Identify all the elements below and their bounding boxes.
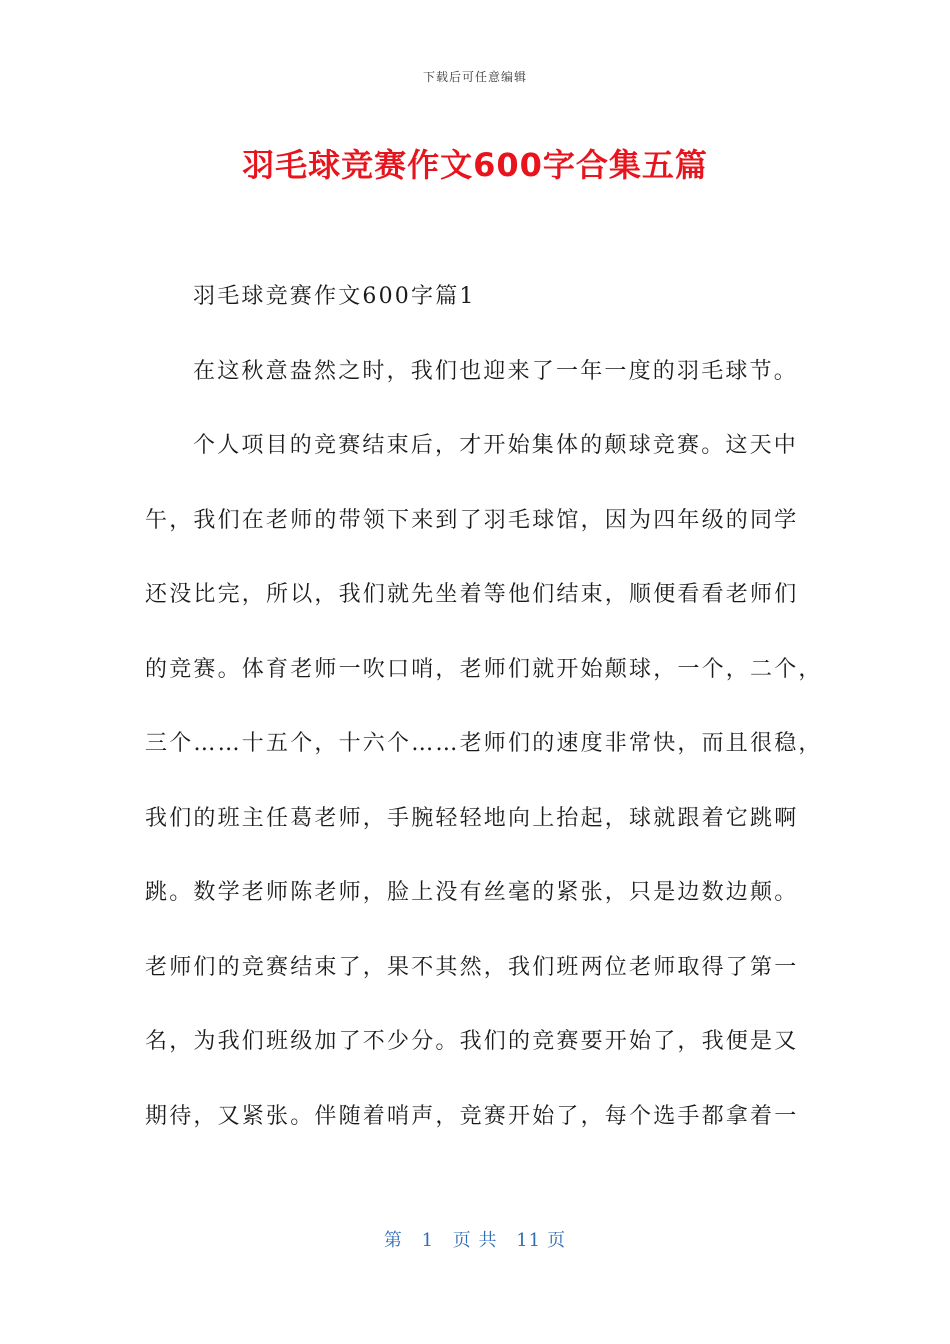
page-footer xyxy=(0,1226,950,1252)
paragraph-line: 期待，又紧张。伴随着哨声，竞赛开始了，每个选手都拿着一 xyxy=(145,1103,799,1129)
footer-prefix: 第 xyxy=(383,1230,403,1251)
footer-middle: 页 共 xyxy=(452,1230,498,1251)
document-title: 羽毛球竞赛作文600字合集五篇 xyxy=(242,146,708,184)
section-heading: 羽毛球竞赛作文600字篇1 xyxy=(193,284,476,309)
paragraph-line: 在这秋意盎然之时，我们也迎来了一年一度的羽毛球节。 xyxy=(193,358,799,384)
footer-suffix: 页 xyxy=(547,1230,567,1251)
document-body xyxy=(145,282,823,1176)
paragraph-line: 我们的班主任葛老师，手腕轻轻地向上抬起，球就跟着它跳啊 xyxy=(145,805,799,831)
paragraph-line: 跳。数学老师陈老师，脸上没有丝毫的紧张，只是边数边颠。 xyxy=(145,880,799,905)
current-page-number: 1 xyxy=(421,1230,435,1251)
paragraph-line: 午，我们在老师的带领下来到了羽毛球馆，因为四年级的同学 xyxy=(145,507,799,533)
header-note: 下载后可任意编辑 xyxy=(422,70,527,84)
paragraph-line: 老师们的竞赛结束了，果不其然，我们班两位老师取得了第一 xyxy=(145,954,799,980)
paragraph-line: 三个……十五个，十六个……老师们的速度非常快，而且很稳， xyxy=(145,731,823,756)
total-pages-number: 11 xyxy=(516,1230,542,1251)
paragraph-line: 个人项目的竞赛结束后，才开始集体的颠球竞赛。这天中 xyxy=(193,433,799,458)
paragraph-line: 还没比完，所以，我们就先坐着等他们结束，顺便看看老师们 xyxy=(145,582,799,607)
paragraph-line: 的竞赛。体育老师一吹口哨，老师们就开始颠球，一个，二个， xyxy=(145,656,823,682)
paragraph-line: 名，为我们班级加了不少分。我们的竞赛要开始了，我便是又 xyxy=(145,1029,799,1054)
